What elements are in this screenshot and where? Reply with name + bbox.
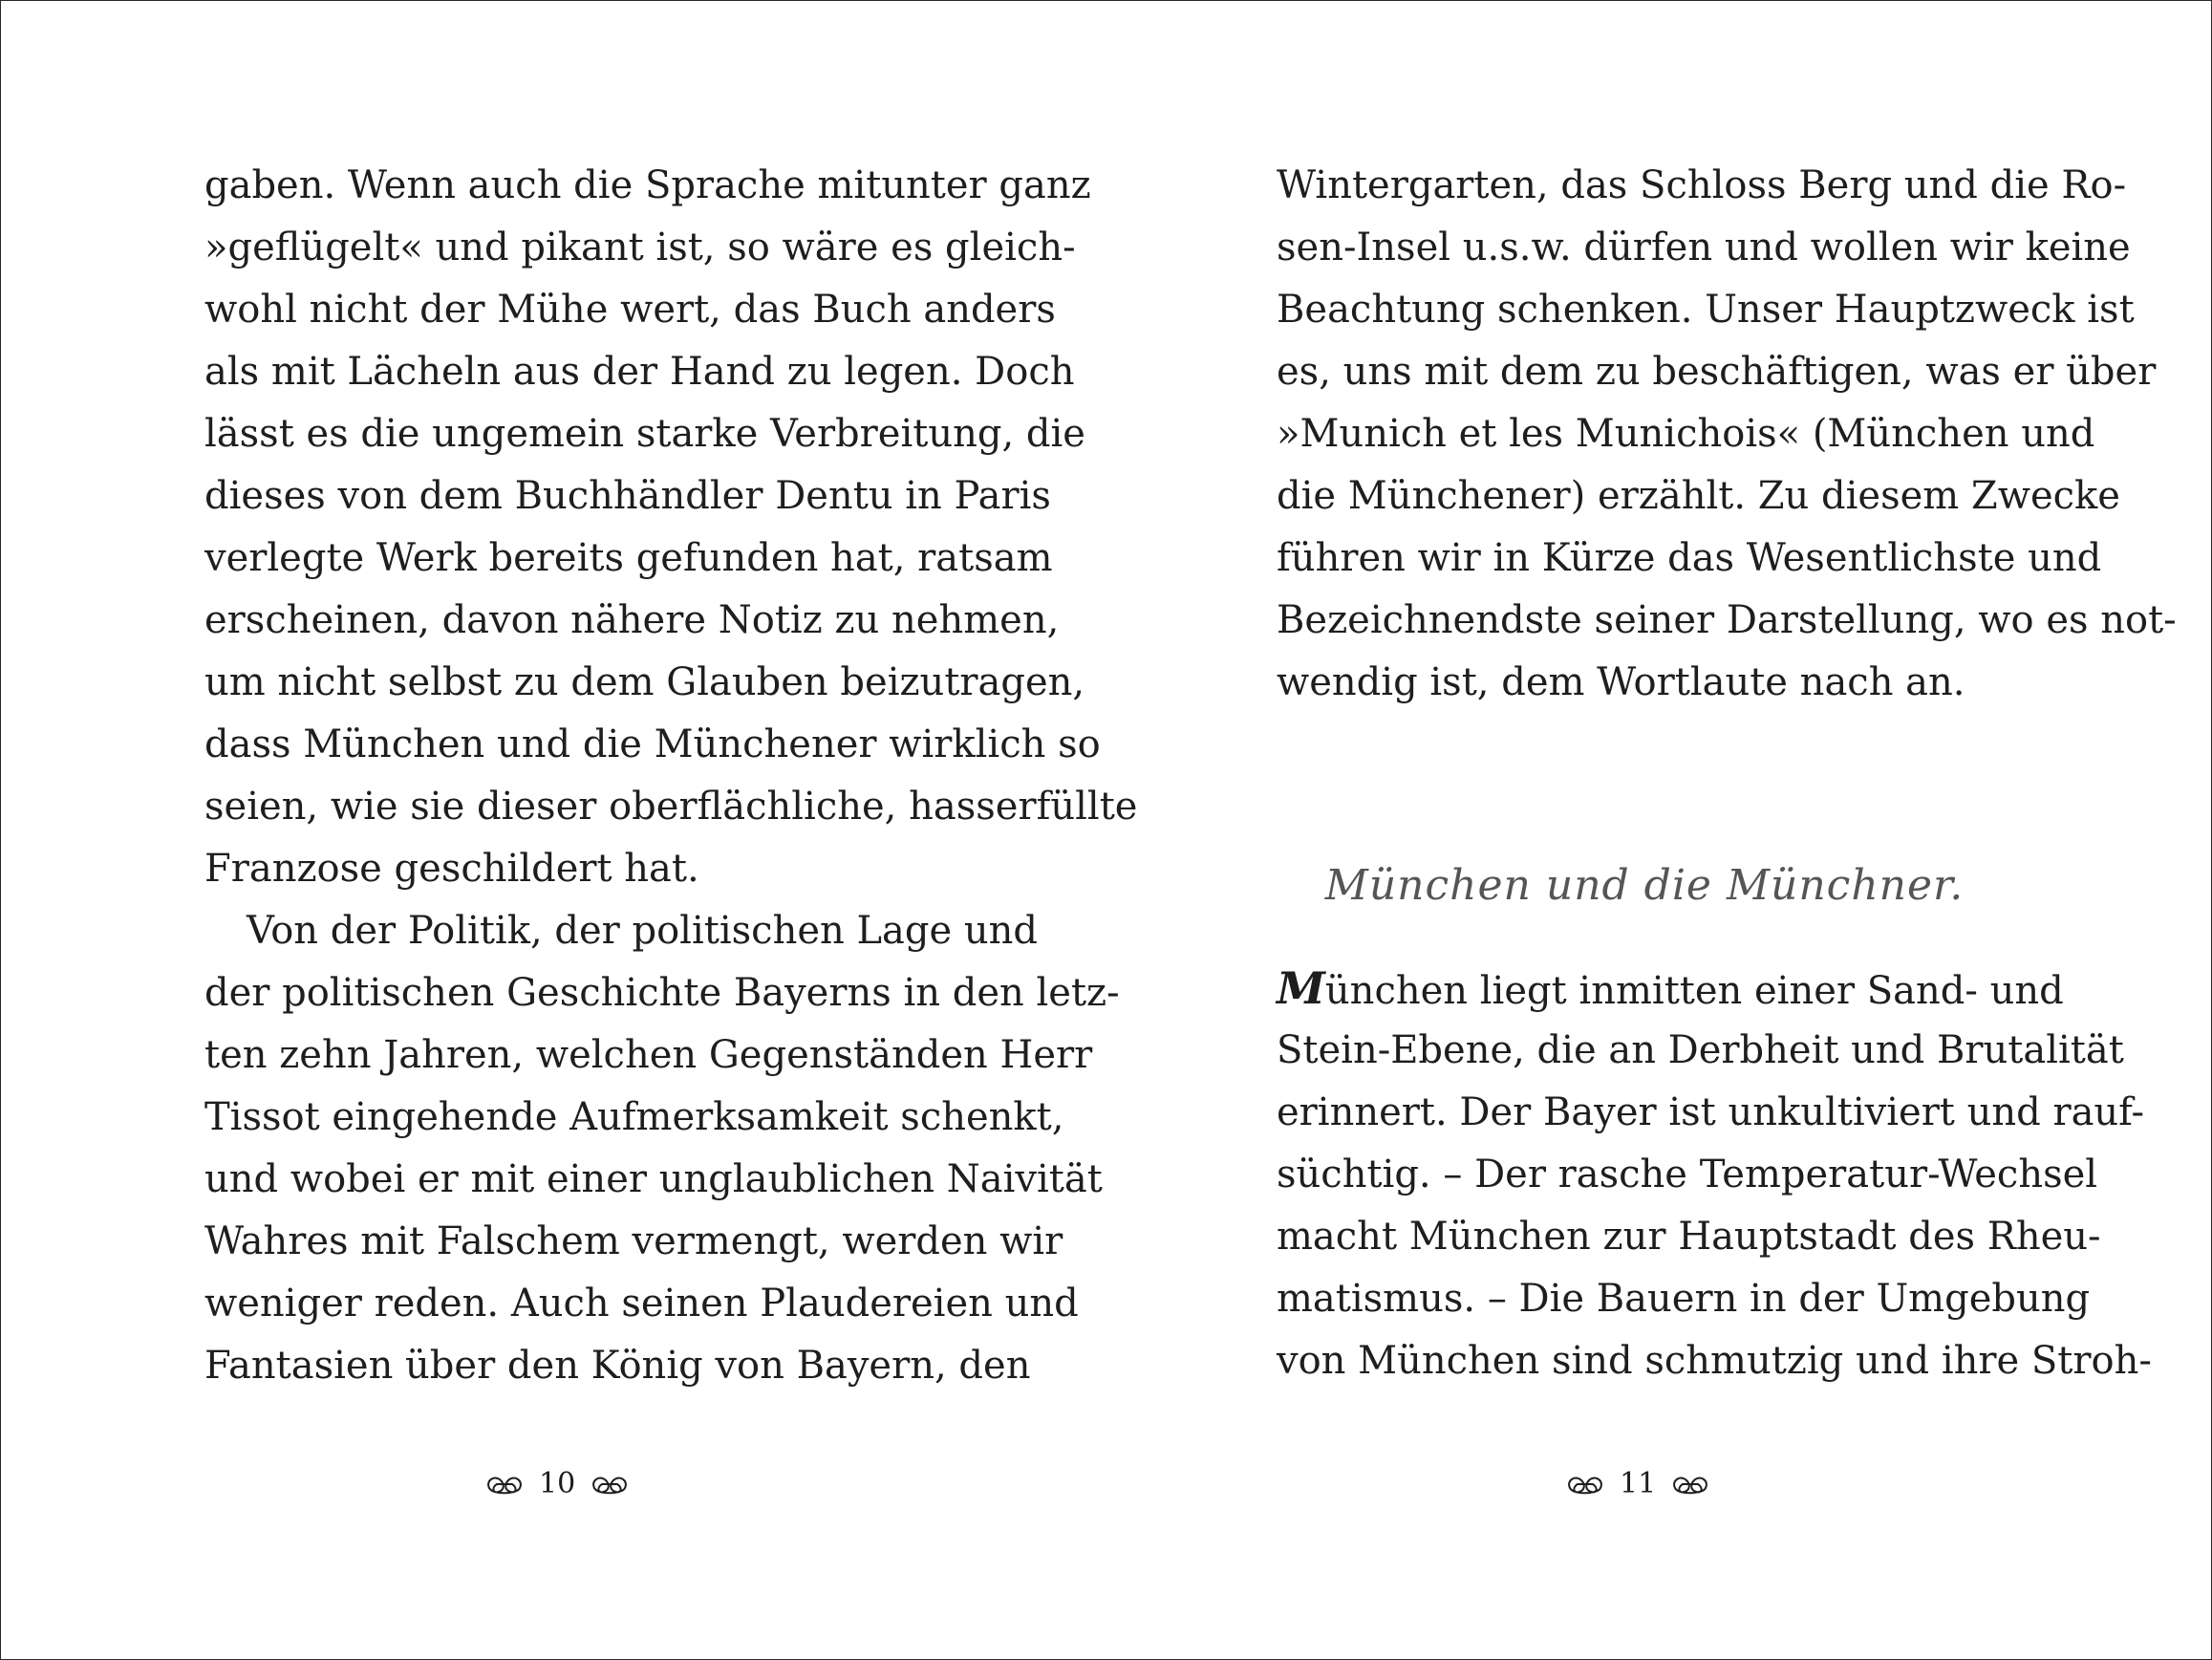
text-line: um nicht selbst zu dem Glauben beizutragen, <box>204 660 1085 704</box>
drop-cap: M <box>1277 962 1325 1014</box>
first-line-rest: ünchen liegt inmitten einer Sand- und <box>1324 969 2064 1013</box>
left-page-text <box>204 155 1138 1397</box>
text-line: erinnert. Der Bayer ist unkultiviert und rauf- <box>1277 1090 2145 1134</box>
text-line: süchtig. – Der rasche Temperatur-Wechsel <box>1277 1153 2098 1196</box>
text-line: von München sind schmutzig und ihre Stroh- <box>1277 1339 2152 1383</box>
text-line: als mit Lächeln aus der Hand zu legen. Doch <box>204 350 1075 394</box>
page-number: 11 <box>1620 1467 1657 1500</box>
text-line: gaben. Wenn auch die Sprache mitunter ganz <box>204 163 1091 207</box>
text-line: ten zehn Jahren, welchen Gegenständen Herr <box>204 1033 1093 1077</box>
text-line: dieses von dem Buchhändler Dentu in Paris <box>204 474 1051 518</box>
text-line-first <box>1277 958 2064 1020</box>
text-line: es, uns mit dem zu beschäftigen, was er über <box>1277 350 2157 394</box>
text-line: »Munich et les Munichois« (München und <box>1277 412 2095 456</box>
text-line: verlegte Werk bereits gefunden hat, ratsam <box>204 536 1053 580</box>
text-line: Fantasien über den König von Bayern, den <box>204 1344 1031 1388</box>
text-line: Wahres mit Falschem vermengt, werden wir <box>204 1219 1063 1263</box>
page-number-left <box>483 1467 631 1500</box>
pretzel-ornament-icon <box>1564 1471 1606 1498</box>
text-line: lässt es die ungemein starke Verbreitung, die <box>204 412 1085 456</box>
text-line: Von der Politik, der politischen Lage und <box>247 909 1039 953</box>
page-number-right <box>1564 1467 1711 1500</box>
text-line: sen-Insel u.s.w. dürfen und wollen wir keine <box>1277 226 2131 269</box>
text-line: macht München zur Hauptstadt des Rheu- <box>1277 1215 2101 1259</box>
right-page-text-bottom <box>1277 958 2152 1392</box>
pretzel-ornament-icon <box>1669 1471 1711 1498</box>
text-line: wendig ist, dem Wortlaute nach an. <box>1277 660 1965 704</box>
pretzel-ornament-icon <box>589 1471 631 1498</box>
page-number: 10 <box>539 1467 576 1500</box>
text-line: Bezeichnendste seiner Darstellung, wo es not- <box>1277 598 2177 642</box>
pretzel-ornament-icon <box>483 1471 526 1498</box>
text-line: Beachtung schenken. Unser Hauptzweck ist <box>1277 288 2135 332</box>
text-line: Wintergarten, das Schloss Berg und die Ro- <box>1277 163 2127 207</box>
text-line: Stein-Ebene, die an Derbheit und Brutalität <box>1277 1028 2124 1072</box>
text-line: Tissot eingehende Aufmerksamkeit schenkt, <box>204 1095 1064 1139</box>
text-line: seien, wie sie dieser oberflächliche, hasserfüllte <box>204 785 1138 829</box>
right-page-text-top <box>1277 155 2177 714</box>
text-line: dass München und die Münchener wirklich so <box>204 722 1101 766</box>
text-line: Franzose geschildert hat. <box>204 847 699 891</box>
chapter-heading: München und die Münchner. <box>1324 861 1965 910</box>
text-line: matismus. – Die Bauern in der Umgebung <box>1277 1277 2091 1321</box>
text-line: die Münchener) erzählt. Zu diesem Zwecke <box>1277 474 2120 518</box>
text-line: »geflügelt« und pikant ist, so wäre es gleich- <box>204 226 1076 269</box>
text-line: erscheinen, davon nähere Notiz zu nehmen, <box>204 598 1060 642</box>
text-line: und wobei er mit einer unglaublichen Naivität <box>204 1157 1103 1201</box>
text-line: der politischen Geschichte Bayerns in den letz- <box>204 971 1120 1015</box>
text-line: führen wir in Kürze das Wesentlichste und <box>1277 536 2102 580</box>
text-line: weniger reden. Auch seinen Plaudereien und <box>204 1282 1079 1326</box>
text-line: wohl nicht der Mühe wert, das Buch anders <box>204 288 1056 332</box>
